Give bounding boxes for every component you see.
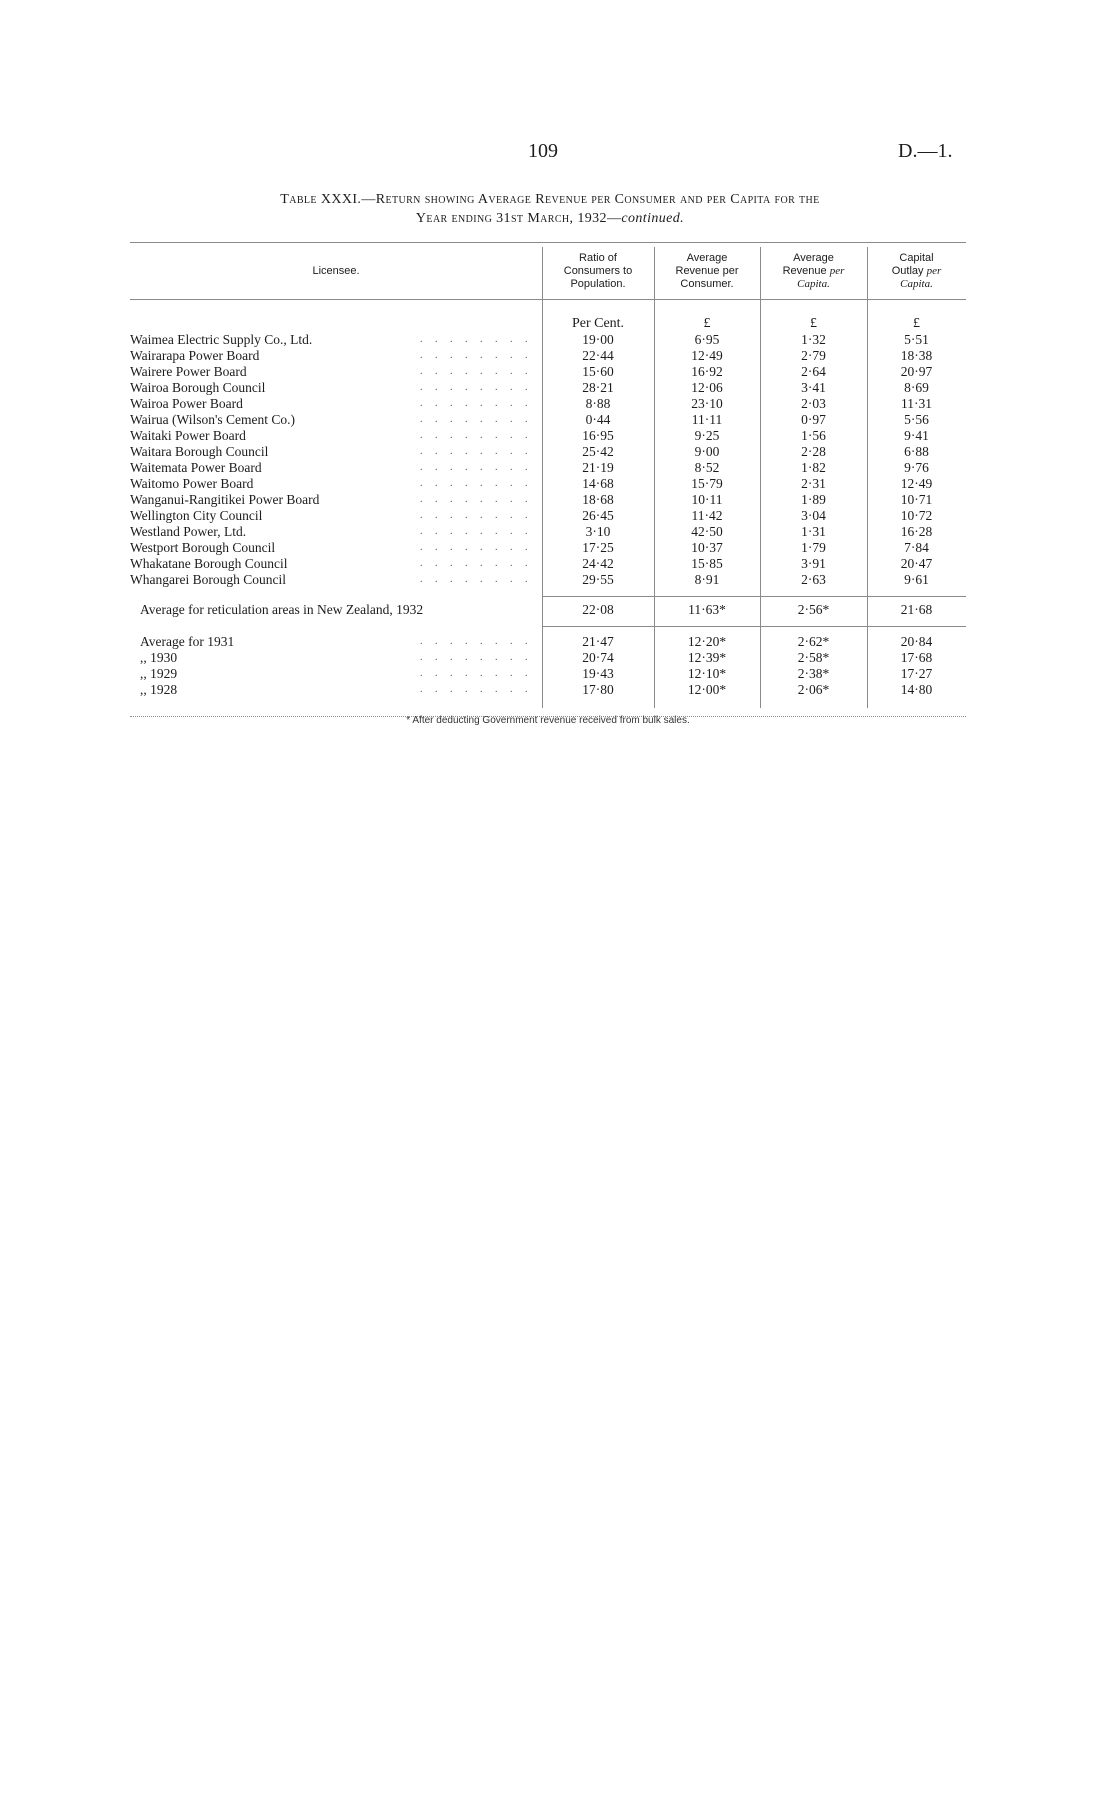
revenue-per-capita-value: 2·64 [801, 364, 826, 379]
ratio-value: 25·42 [582, 444, 614, 459]
revenue-per-capita-value: 2·58* [797, 650, 830, 665]
unit-pound: £ [810, 316, 817, 331]
revenue-per-consumer-value: 12·10* [687, 666, 727, 681]
capital-outlay-value: 12·49 [900, 476, 933, 491]
unit-pound: £ [913, 316, 920, 331]
revenue-per-capita-value: 2·56* [797, 602, 830, 617]
licensee-name: Average for 1931 [140, 634, 235, 649]
revenue-per-capita-value: 1·82 [801, 460, 826, 475]
capital-outlay-value: 8·69 [904, 380, 929, 395]
row-separator [542, 596, 966, 597]
dot-leader: . . . . . . . . [420, 636, 533, 647]
licensee-name: Westport Borough Council [130, 540, 276, 555]
caption-continued: continued. [621, 211, 685, 226]
capital-outlay-value: 16·28 [900, 524, 933, 539]
dot-leader: . . . . . . . . [420, 558, 533, 569]
dot-leader: . . . . . . . . [420, 510, 533, 521]
page-number: 109 [528, 140, 558, 162]
licensee-name: Wairoa Power Board [130, 396, 243, 411]
revenue-per-consumer-value: 12·39* [687, 650, 727, 665]
revenue-per-consumer-value: 12·06 [691, 380, 723, 395]
dot-leader: . . . . . . . . [420, 382, 533, 393]
table-row [130, 634, 966, 650]
revenue-per-capita-value: 3·41 [801, 380, 826, 395]
revenue-per-consumer-value: 6·95 [694, 332, 720, 347]
ratio-value: 22·44 [582, 348, 614, 363]
table-row [130, 380, 966, 396]
ratio-value: 19·43 [582, 666, 614, 681]
ratio-value: 8·88 [585, 396, 611, 411]
dot-leader: . . . . . . . . [420, 652, 533, 663]
licensee-name: Westland Power, Ltd. [130, 524, 247, 539]
table-row [130, 396, 966, 412]
ratio-value: 19·00 [582, 332, 614, 347]
table-row [130, 682, 966, 698]
ratio-value: 0·44 [585, 412, 611, 427]
dot-leader: . . . . . . . . [420, 684, 533, 695]
capital-outlay-value: 5·51 [904, 332, 929, 347]
unit-pound: £ [703, 316, 711, 331]
licensee-name: Wairua (Wilson's Cement Co.) [130, 412, 296, 427]
dot-leader: . . . . . . . . [420, 350, 533, 361]
unit-per-cent: Per Cent. [571, 316, 625, 331]
ratio-value: 26·45 [582, 508, 614, 523]
page-header [0, 140, 1114, 164]
licensee-name: ,, 1930 [140, 650, 178, 665]
ratio-value: 28·21 [582, 380, 614, 395]
ratio-value: 17·80 [582, 682, 614, 697]
revenue-per-capita-value: 2·31 [801, 476, 826, 491]
revenue-per-consumer-value: 42·50 [691, 524, 723, 539]
table-body [130, 300, 966, 716]
licensee-name: Wellington City Council [130, 508, 263, 523]
table-row [130, 524, 966, 540]
dot-leader: . . . . . . . . [420, 478, 533, 489]
licensee-name: Waimea Electric Supply Co., Ltd. [130, 332, 313, 347]
revenue-per-capita-value: 0·97 [801, 412, 826, 427]
revenue-per-capita-value: 2·62* [797, 634, 830, 649]
revenue-per-capita-value: 2·06* [797, 682, 830, 697]
table-row [130, 666, 966, 682]
dot-leader: . . . . . . . . [420, 462, 533, 473]
capital-outlay-value: 10·72 [900, 508, 933, 523]
ratio-value: 21·19 [582, 460, 614, 475]
capital-outlay-value: 6·88 [904, 444, 929, 459]
revenue-per-capita-value: 3·04 [801, 508, 826, 523]
header-revenue-per-consumer: Average Revenue per Consumer. [675, 251, 739, 290]
revenue-per-consumer-value: 15·85 [691, 556, 723, 571]
dot-leader: . . . . . . . . [420, 542, 533, 553]
table-row [130, 460, 966, 476]
dot-leader: . . . . . . . . [420, 366, 533, 377]
licensee-name: Whakatane Borough Council [130, 556, 288, 571]
licensee-name: Waitaki Power Board [130, 428, 246, 443]
capital-outlay-value: 10·71 [900, 492, 933, 507]
revenue-per-consumer-value: 12·49 [691, 348, 723, 363]
table-row [130, 476, 966, 492]
revenue-per-capita-value: 1·56 [801, 428, 826, 443]
table-row [130, 332, 966, 348]
ratio-value: 18·68 [582, 492, 614, 507]
table-row [130, 540, 966, 556]
ratio-value: 21·47 [582, 634, 614, 649]
capital-outlay-value: 14·80 [900, 682, 933, 697]
ratio-value: 3·10 [585, 524, 611, 539]
table-row [130, 364, 966, 380]
capital-outlay-value: 20·97 [900, 364, 933, 379]
revenue-per-consumer-value: 12·00* [687, 682, 727, 697]
dot-leader: . . . . . . . . [420, 574, 533, 585]
revenue-per-capita-value: 2·63 [801, 572, 826, 587]
dot-leader: . . . . . . . . [420, 526, 533, 537]
dot-leader: . . . . . . . . [420, 414, 533, 425]
ratio-value: 22·08 [582, 602, 614, 617]
licensee-name: ,, 1928 [140, 682, 178, 697]
revenue-per-capita-value: 1·32 [801, 332, 826, 347]
revenue-per-consumer-value: 12·20* [687, 634, 727, 649]
revenue-per-consumer-value: 9·00 [694, 444, 720, 459]
revenue-per-consumer-value: 10·37 [691, 540, 723, 555]
revenue-per-capita-value: 2·03 [801, 396, 826, 411]
capital-outlay-value: 11·31 [901, 396, 932, 411]
row-separator [542, 626, 966, 627]
capital-outlay-value: 21·68 [900, 602, 933, 617]
revenue-per-capita-value: 3·91 [801, 556, 826, 571]
capital-outlay-value: 17·27 [900, 666, 933, 681]
licensee-name: Waitemata Power Board [130, 460, 262, 475]
dot-leader: . . . . . . . . [420, 446, 533, 457]
table-caption [130, 190, 970, 228]
revenue-per-capita-value: 1·89 [801, 492, 826, 507]
header-capital-outlay: Capital Outlay per Capita. [891, 251, 942, 290]
document-reference: D.—1. [898, 140, 953, 162]
ratio-value: 29·55 [582, 572, 614, 587]
table-row [130, 428, 966, 444]
ratio-value: 14·68 [582, 476, 614, 491]
units-row [130, 316, 966, 332]
ratio-value: 15·60 [582, 364, 614, 379]
revenue-per-consumer-value: 15·79 [691, 476, 723, 491]
revenue-per-consumer-value: 8·91 [694, 572, 720, 587]
capital-outlay-value: 20·47 [900, 556, 933, 571]
table-header [130, 243, 966, 299]
ratio-value: 16·95 [582, 428, 614, 443]
licensee-name: Waitara Borough Council [130, 444, 269, 459]
dot-leader: . . . . . . . . [420, 668, 533, 679]
dot-leader: . . . . . . . . [420, 494, 533, 505]
revenue-per-consumer-value: 11·42 [691, 508, 723, 523]
revenue-per-consumer-value: 23·10 [691, 396, 723, 411]
capital-outlay-value: 20·84 [900, 634, 933, 649]
header-licensee: Licensee. [312, 264, 360, 277]
caption-line-1: Table XXXI.—Return showing Average Revenue per Consumer and per Capita for the [280, 192, 820, 207]
revenue-per-capita-value: 1·79 [801, 540, 826, 555]
licensee-name: Waitomo Power Board [130, 476, 254, 491]
revenue-per-consumer-value: 10·11 [691, 492, 723, 507]
revenue-per-consumer-value: 11·63* [688, 602, 726, 617]
ratio-value: 17·25 [582, 540, 614, 555]
revenue-per-capita-value: 1·31 [801, 524, 826, 539]
caption-line-2-main: Year ending 31st March, 1932— [415, 211, 622, 226]
dot-leader: . . . . . . . . [420, 334, 533, 345]
table-row [130, 492, 966, 508]
table-row [130, 650, 966, 666]
capital-outlay-value: 9·76 [904, 460, 929, 475]
licensee-name: Wairoa Borough Council [130, 380, 266, 395]
licensee-name: ,, 1929 [140, 666, 178, 681]
capital-outlay-value: 7·84 [904, 540, 929, 555]
table-row [130, 602, 966, 618]
ratio-value: 20·74 [582, 650, 614, 665]
licensee-name: Average for reticulation areas in New Zealand, 1932 [140, 602, 424, 617]
dot-leader: . . . . . . . . [420, 430, 533, 441]
table-row [130, 348, 966, 364]
table-row [130, 572, 966, 588]
dot-leader: . . . . . . . . [420, 398, 533, 409]
revenue-per-consumer-value: 9·25 [694, 428, 720, 443]
caption-line-2 [130, 209, 970, 228]
licensee-name: Wanganui-Rangitikei Power Board [130, 492, 320, 507]
table-row [130, 412, 966, 428]
capital-outlay-value: 9·41 [904, 428, 929, 443]
capital-outlay-value: 17·68 [900, 650, 933, 665]
revenue-per-consumer-value: 8·52 [694, 460, 720, 475]
licensee-name: Wairarapa Power Board [130, 348, 260, 363]
header-revenue-per-capita: Average Revenue per Capita. [782, 251, 845, 290]
revenue-per-capita-value: 2·38* [797, 666, 830, 681]
ratio-value: 24·42 [582, 556, 614, 571]
capital-outlay-value: 9·61 [904, 572, 929, 587]
table-row [130, 508, 966, 524]
revenue-table [130, 242, 966, 717]
table-row [130, 444, 966, 460]
header-ratio: Ratio of Consumers to Population. [563, 251, 633, 290]
revenue-per-capita-value: 2·79 [801, 348, 826, 363]
footnote: * After deducting Government revenue received from bulk sales. [406, 715, 690, 726]
capital-outlay-value: 18·38 [900, 348, 933, 363]
licensee-name: Wairere Power Board [130, 364, 247, 379]
capital-outlay-value: 5·56 [904, 412, 929, 427]
revenue-per-consumer-value: 11·11 [691, 412, 723, 427]
revenue-per-consumer-value: 16·92 [691, 364, 723, 379]
table-row [130, 556, 966, 572]
licensee-name: Whangarei Borough Council [130, 572, 286, 587]
revenue-per-capita-value: 2·28 [801, 444, 826, 459]
